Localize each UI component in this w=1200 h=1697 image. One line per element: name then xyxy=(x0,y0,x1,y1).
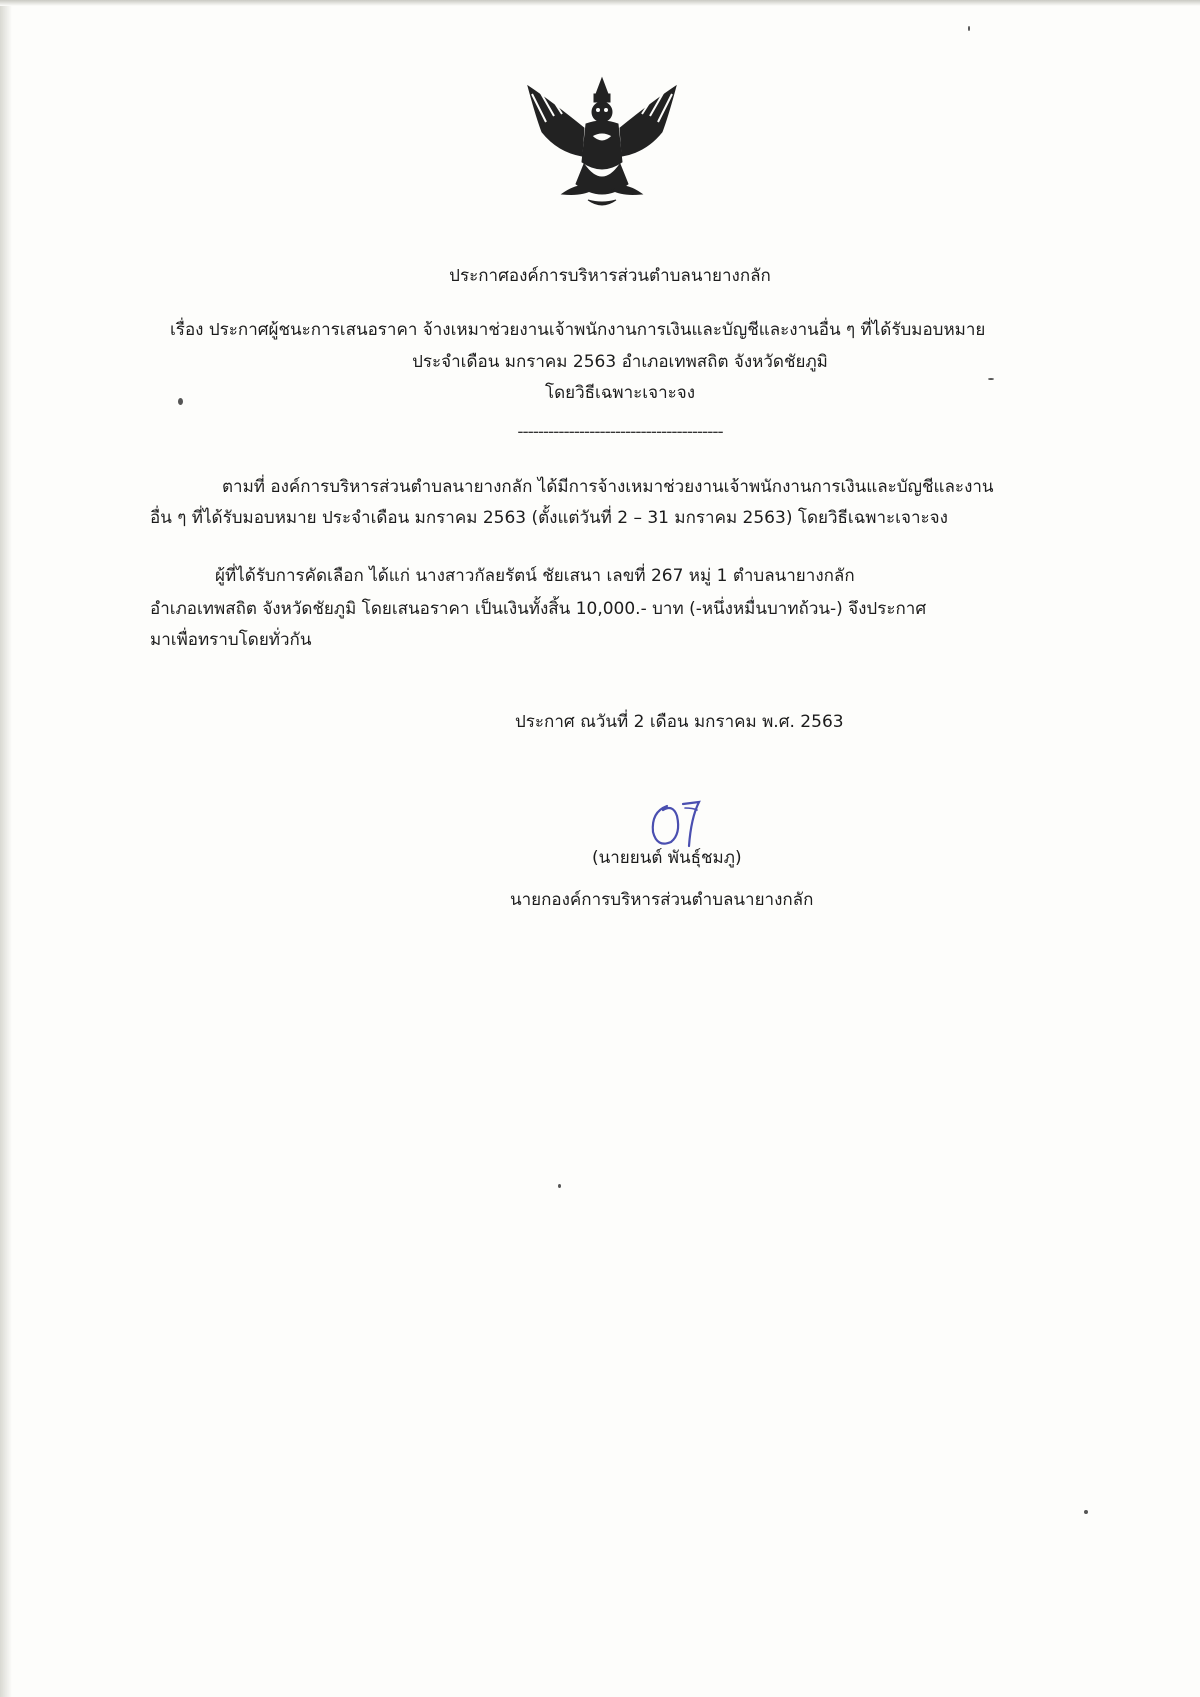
scan-edge-top xyxy=(0,0,1200,6)
subject-method-line: โดยวิธีเฉพาะเจาะจง xyxy=(544,383,696,403)
scan-speck xyxy=(558,1184,561,1188)
scan-edge-left xyxy=(0,0,12,1697)
signer-name: (นายยนต์ พันธุ์ชมภู) xyxy=(592,848,742,868)
garuda-emblem-icon xyxy=(522,72,682,212)
announce-date: ประกาศ ณวันที่ 2 เดือน มกราคม พ.ศ. 2563 xyxy=(515,712,844,732)
paragraph2-line2: อำเภอเทพสถิต จังหวัดชัยภูมิ โดยเสนอราคา เป็นเงินทั้งสิ้น 10,000.- บาท (-หนึ่งหมื่นบาทถ้วน-) จึงประกาศ xyxy=(150,599,927,619)
scan-speck xyxy=(968,26,970,31)
paragraph2-line3: มาเพื่อทราบโดยทั่วกัน xyxy=(150,630,312,650)
scan-speck xyxy=(988,378,994,380)
paragraph1-line2: อื่น ๆ ที่ได้รับมอบหมาย ประจำเดือน มกราคม 2563 (ตั้งแต่วันที่ 2 – 31 มกราคม 2563) โดยวิธีเฉพาะเจาะจง xyxy=(150,508,948,528)
subject-month-line: ประจำเดือน มกราคม 2563 อำเภอเทพสถิต จังหวัดชัยภูมิ xyxy=(412,352,828,372)
scan-speck xyxy=(1084,1510,1088,1514)
paragraph2-line1: ผู้ที่ได้รับการคัดเลือก ได้แก่ นางสาวกัลยรัตน์ ชัยเสนา เลขที่ 267 หมู่ 1 ตำบลนายางกลัก xyxy=(215,566,855,586)
organization-heading: ประกาศองค์การบริหารส่วนตำบลนายางกลัก xyxy=(449,266,771,286)
signer-position: นายกองค์การบริหารส่วนตำบลนายางกลัก xyxy=(510,890,814,910)
paragraph1-line1: ตามที่ องค์การบริหารส่วนตำบลนายางกลัก ได้มีการจ้างเหมาช่วยงานเจ้าพนักงานการเงินและบัญชีและงาน xyxy=(222,477,994,497)
scan-speck xyxy=(178,398,183,405)
subject-line: เรื่อง ประกาศผู้ชนะการเสนอราคา จ้างเหมาช่วยงานเจ้าพนักงานการเงินและบัญชีและงานอื่น ๆ ที่ได้รับมอบหมาย xyxy=(170,320,986,340)
separator-line: ---------------------------------------- xyxy=(517,422,723,442)
